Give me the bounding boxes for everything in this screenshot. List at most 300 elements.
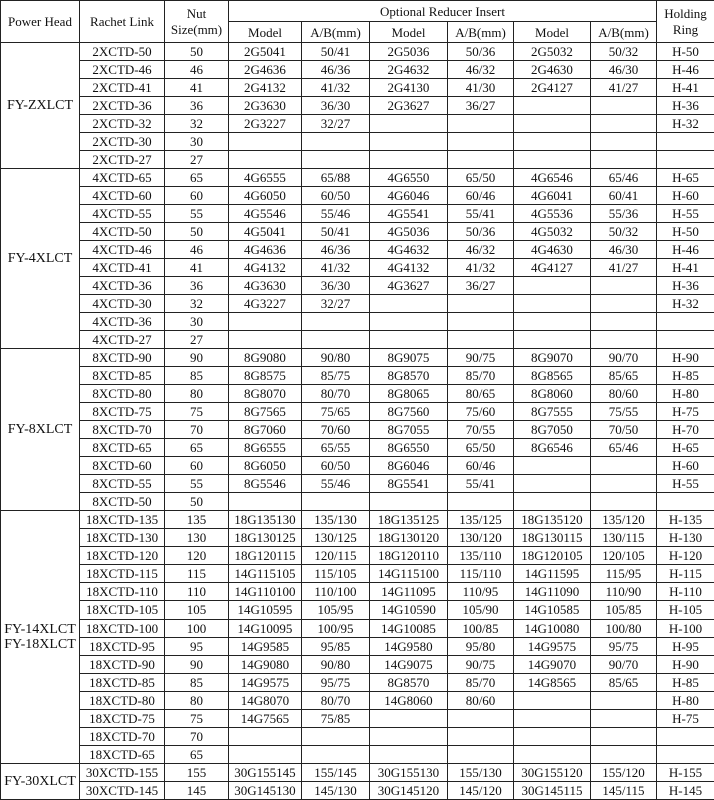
ab-1-cell: 90/80 — [302, 349, 370, 367]
model-1-cell: 30G155145 — [229, 763, 302, 781]
model-3-cell: 18G135120 — [514, 511, 591, 529]
model-2-cell — [370, 745, 448, 763]
ab-3-cell — [591, 493, 657, 511]
header-optional-reducer-insert: Optional Reducer Insert — [229, 1, 657, 22]
model-2-cell — [370, 151, 448, 169]
model-3-cell: 4G6546 — [514, 169, 591, 187]
table-row — [1, 619, 714, 637]
model-1-cell: 14G10095 — [229, 619, 302, 637]
model-1-cell: 14G9575 — [229, 673, 302, 691]
holding-ring-cell: H-50 — [657, 223, 714, 241]
nut-size-cell: 130 — [165, 529, 229, 547]
ab-2-cell: 85/70 — [448, 673, 514, 691]
nut-size-cell: 30 — [165, 133, 229, 151]
ab-3-cell — [591, 691, 657, 709]
model-3-cell: 14G8565 — [514, 673, 591, 691]
model-1-cell: 30G145130 — [229, 781, 302, 799]
ab-2-cell: 55/41 — [448, 475, 514, 493]
table-row — [1, 763, 714, 781]
rachet-link-cell: 18XCTD-130 — [80, 529, 165, 547]
model-1-cell — [229, 331, 302, 349]
ab-2-cell: 95/80 — [448, 637, 514, 655]
ab-3-cell: 105/85 — [591, 601, 657, 619]
table-row — [1, 331, 714, 349]
model-1-cell — [229, 727, 302, 745]
ab-2-cell: 90/75 — [448, 349, 514, 367]
table-row — [1, 43, 714, 61]
ab-2-cell: 135/110 — [448, 547, 514, 565]
model-2-cell: 8G6550 — [370, 439, 448, 457]
nut-size-cell: 145 — [165, 781, 229, 799]
ab-2-cell: 41/32 — [448, 259, 514, 277]
table-row — [1, 637, 714, 655]
model-1-cell: 2G4636 — [229, 61, 302, 79]
rachet-link-cell: 18XCTD-90 — [80, 655, 165, 673]
table-row — [1, 601, 714, 619]
rachet-link-cell: 30XCTD-155 — [80, 763, 165, 781]
header-model-2: Model — [370, 22, 448, 43]
holding-ring-cell — [657, 151, 714, 169]
nut-size-cell: 65 — [165, 169, 229, 187]
table-row — [1, 115, 714, 133]
table-row — [1, 511, 714, 529]
rachet-link-cell: 4XCTD-36 — [80, 313, 165, 331]
header-nut-size-line1: Nut — [186, 5, 207, 21]
holding-ring-cell: H-105 — [657, 601, 714, 619]
ab-2-cell — [448, 709, 514, 727]
ab-1-cell: 120/115 — [302, 547, 370, 565]
ab-2-cell: 155/130 — [448, 763, 514, 781]
rachet-link-cell: 18XCTD-80 — [80, 691, 165, 709]
model-1-cell — [229, 133, 302, 151]
model-2-cell: 8G6046 — [370, 457, 448, 475]
nut-size-cell: 55 — [165, 475, 229, 493]
nut-size-cell: 50 — [165, 43, 229, 61]
model-2-cell: 18G135125 — [370, 511, 448, 529]
table-row — [1, 205, 714, 223]
ab-1-cell: 75/65 — [302, 403, 370, 421]
ab-1-cell: 80/70 — [302, 385, 370, 403]
model-3-cell: 2G4630 — [514, 61, 591, 79]
model-3-cell — [514, 133, 591, 151]
nut-size-cell: 85 — [165, 367, 229, 385]
ab-2-cell — [448, 493, 514, 511]
header-ab-1: A/B(mm) — [302, 22, 370, 43]
rachet-link-cell: 8XCTD-70 — [80, 421, 165, 439]
rachet-link-cell: 18XCTD-95 — [80, 637, 165, 655]
rachet-link-cell: 4XCTD-55 — [80, 205, 165, 223]
rachet-link-cell: 2XCTD-30 — [80, 133, 165, 151]
holding-ring-cell — [657, 133, 714, 151]
nut-size-cell: 50 — [165, 493, 229, 511]
model-1-cell: 2G5041 — [229, 43, 302, 61]
holding-ring-cell: H-95 — [657, 637, 714, 655]
ab-3-cell: 95/75 — [591, 637, 657, 655]
table-row — [1, 439, 714, 457]
model-3-cell: 14G10080 — [514, 619, 591, 637]
table-row — [1, 349, 714, 367]
table-row — [1, 547, 714, 565]
model-2-cell: 4G5541 — [370, 205, 448, 223]
nut-size-cell: 46 — [165, 241, 229, 259]
model-1-cell: 18G120115 — [229, 547, 302, 565]
model-2-cell: 8G7560 — [370, 403, 448, 421]
model-1-cell: 4G4636 — [229, 241, 302, 259]
nut-size-cell: 90 — [165, 349, 229, 367]
model-2-cell — [370, 313, 448, 331]
ab-3-cell: 130/115 — [591, 529, 657, 547]
table-body — [1, 43, 714, 800]
table-row — [1, 475, 714, 493]
holding-ring-cell: H-60 — [657, 457, 714, 475]
model-1-cell: 4G6050 — [229, 187, 302, 205]
holding-ring-cell: H-85 — [657, 367, 714, 385]
model-3-cell: 8G9070 — [514, 349, 591, 367]
table-row — [1, 313, 714, 331]
holding-ring-cell: H-80 — [657, 691, 714, 709]
rachet-link-cell: 4XCTD-27 — [80, 331, 165, 349]
model-1-cell: 8G6555 — [229, 439, 302, 457]
rachet-link-cell: 8XCTD-75 — [80, 403, 165, 421]
ab-3-cell: 46/30 — [591, 61, 657, 79]
model-3-cell: 14G11090 — [514, 583, 591, 601]
table-row — [1, 259, 714, 277]
model-2-cell: 8G8065 — [370, 385, 448, 403]
ab-3-cell: 85/65 — [591, 673, 657, 691]
model-3-cell: 4G4127 — [514, 259, 591, 277]
ab-2-cell: 50/36 — [448, 43, 514, 61]
model-1-cell — [229, 313, 302, 331]
ab-3-cell: 70/50 — [591, 421, 657, 439]
header-nut-size-line2: Size(mm) — [170, 21, 223, 37]
rachet-link-cell: 4XCTD-30 — [80, 295, 165, 313]
model-3-cell: 14G9575 — [514, 637, 591, 655]
model-3-cell — [514, 493, 591, 511]
model-3-cell — [514, 745, 591, 763]
ab-3-cell: 100/80 — [591, 619, 657, 637]
ab-3-cell: 85/65 — [591, 367, 657, 385]
model-3-cell — [514, 691, 591, 709]
table-row — [1, 151, 714, 169]
nut-size-cell: 65 — [165, 745, 229, 763]
rachet-link-cell: 2XCTD-41 — [80, 79, 165, 97]
rachet-link-cell: 4XCTD-60 — [80, 187, 165, 205]
ab-3-cell — [591, 475, 657, 493]
ab-3-cell: 65/46 — [591, 169, 657, 187]
nut-size-cell: 36 — [165, 277, 229, 295]
model-1-cell: 14G110100 — [229, 583, 302, 601]
model-2-cell: 30G145120 — [370, 781, 448, 799]
model-2-cell — [370, 115, 448, 133]
ab-2-cell: 41/30 — [448, 79, 514, 97]
model-3-cell: 8G7050 — [514, 421, 591, 439]
holding-ring-cell: H-90 — [657, 349, 714, 367]
ab-3-cell: 115/95 — [591, 565, 657, 583]
ab-1-cell: 110/100 — [302, 583, 370, 601]
ab-3-cell: 80/60 — [591, 385, 657, 403]
ab-2-cell: 70/55 — [448, 421, 514, 439]
model-2-cell: 8G8570 — [370, 673, 448, 691]
ab-2-cell: 80/60 — [448, 691, 514, 709]
table-row — [1, 277, 714, 295]
rachet-link-cell: 18XCTD-100 — [80, 619, 165, 637]
nut-size-cell: 100 — [165, 619, 229, 637]
holding-ring-cell: H-120 — [657, 547, 714, 565]
nut-size-cell: 27 — [165, 331, 229, 349]
model-2-cell: 4G3627 — [370, 277, 448, 295]
ab-2-cell: 65/50 — [448, 439, 514, 457]
ab-2-cell: 110/95 — [448, 583, 514, 601]
model-3-cell: 4G5032 — [514, 223, 591, 241]
ab-1-cell: 46/36 — [302, 61, 370, 79]
ab-2-cell — [448, 151, 514, 169]
ab-1-cell — [302, 331, 370, 349]
table-row — [1, 187, 714, 205]
ab-1-cell — [302, 313, 370, 331]
nut-size-cell: 70 — [165, 421, 229, 439]
model-2-cell: 2G5036 — [370, 43, 448, 61]
model-2-cell: 4G4132 — [370, 259, 448, 277]
model-2-cell — [370, 295, 448, 313]
model-2-cell: 14G8060 — [370, 691, 448, 709]
model-2-cell: 14G115100 — [370, 565, 448, 583]
model-2-cell: 8G5541 — [370, 475, 448, 493]
model-2-cell: 18G130120 — [370, 529, 448, 547]
model-2-cell: 2G4130 — [370, 79, 448, 97]
ab-3-cell — [591, 295, 657, 313]
ab-2-cell — [448, 331, 514, 349]
model-1-cell: 4G5546 — [229, 205, 302, 223]
ab-3-cell: 55/36 — [591, 205, 657, 223]
ab-2-cell — [448, 727, 514, 745]
ab-3-cell: 75/55 — [591, 403, 657, 421]
header-model-3: Model — [514, 22, 591, 43]
holding-ring-cell: H-70 — [657, 421, 714, 439]
ab-3-cell — [591, 313, 657, 331]
ab-3-cell: 90/70 — [591, 349, 657, 367]
model-1-cell: 14G10595 — [229, 601, 302, 619]
ab-1-cell: 50/41 — [302, 223, 370, 241]
ab-1-cell: 115/105 — [302, 565, 370, 583]
table-row — [1, 691, 714, 709]
ab-2-cell: 46/32 — [448, 241, 514, 259]
nut-size-cell: 95 — [165, 637, 229, 655]
nut-size-cell: 65 — [165, 439, 229, 457]
ab-2-cell: 46/32 — [448, 61, 514, 79]
model-3-cell: 2G4127 — [514, 79, 591, 97]
nut-size-cell: 36 — [165, 97, 229, 115]
model-3-cell — [514, 457, 591, 475]
nut-size-cell: 41 — [165, 259, 229, 277]
table-row — [1, 655, 714, 673]
holding-ring-cell: H-155 — [657, 763, 714, 781]
ab-2-cell: 100/85 — [448, 619, 514, 637]
model-1-cell: 4G3227 — [229, 295, 302, 313]
nut-size-cell: 50 — [165, 223, 229, 241]
nut-size-cell: 60 — [165, 457, 229, 475]
rachet-link-cell: 4XCTD-36 — [80, 277, 165, 295]
nut-size-cell: 80 — [165, 691, 229, 709]
model-2-cell — [370, 709, 448, 727]
model-2-cell: 14G9580 — [370, 637, 448, 655]
nut-size-cell: 41 — [165, 79, 229, 97]
model-3-cell — [514, 151, 591, 169]
model-2-cell — [370, 331, 448, 349]
holding-ring-cell — [657, 493, 714, 511]
table-row — [1, 385, 714, 403]
ab-1-cell: 65/55 — [302, 439, 370, 457]
nut-size-cell: 27 — [165, 151, 229, 169]
model-3-cell — [514, 295, 591, 313]
model-1-cell: 8G9080 — [229, 349, 302, 367]
nut-size-cell: 30 — [165, 313, 229, 331]
nut-size-cell: 70 — [165, 727, 229, 745]
power-head-label: FY-8XLCT — [7, 422, 73, 438]
header-nut-size — [165, 1, 229, 43]
holding-ring-cell: H-135 — [657, 511, 714, 529]
ab-1-cell: 90/80 — [302, 655, 370, 673]
rachet-link-cell: 2XCTD-27 — [80, 151, 165, 169]
holding-ring-cell: H-41 — [657, 259, 714, 277]
table-row — [1, 745, 714, 763]
model-1-cell: 14G9080 — [229, 655, 302, 673]
ab-3-cell: 145/115 — [591, 781, 657, 799]
table-row — [1, 97, 714, 115]
ab-2-cell: 130/120 — [448, 529, 514, 547]
table-row — [1, 403, 714, 421]
holding-ring-cell: H-80 — [657, 385, 714, 403]
model-1-cell — [229, 151, 302, 169]
ab-3-cell: 60/41 — [591, 187, 657, 205]
ab-1-cell: 41/32 — [302, 259, 370, 277]
nut-size-cell: 155 — [165, 763, 229, 781]
ab-2-cell: 135/125 — [448, 511, 514, 529]
model-3-cell: 30G155120 — [514, 763, 591, 781]
holding-ring-cell: H-100 — [657, 619, 714, 637]
nut-size-cell: 60 — [165, 187, 229, 205]
model-1-cell: 18G135130 — [229, 511, 302, 529]
ab-3-cell: 50/32 — [591, 223, 657, 241]
rachet-link-cell: 8XCTD-85 — [80, 367, 165, 385]
holding-ring-cell: H-36 — [657, 277, 714, 295]
rachet-link-cell: 2XCTD-46 — [80, 61, 165, 79]
model-3-cell: 4G5536 — [514, 205, 591, 223]
ab-1-cell: 60/50 — [302, 187, 370, 205]
model-1-cell: 2G4132 — [229, 79, 302, 97]
model-3-cell: 8G8565 — [514, 367, 591, 385]
ab-2-cell — [448, 295, 514, 313]
ab-1-cell — [302, 151, 370, 169]
holding-ring-cell: H-60 — [657, 187, 714, 205]
ab-2-cell: 36/27 — [448, 97, 514, 115]
model-3-cell: 8G6546 — [514, 439, 591, 457]
rachet-link-cell: 4XCTD-41 — [80, 259, 165, 277]
power-head-cell — [1, 43, 80, 169]
nut-size-cell: 120 — [165, 547, 229, 565]
model-3-cell — [514, 313, 591, 331]
ab-3-cell — [591, 277, 657, 295]
model-1-cell: 14G9585 — [229, 637, 302, 655]
power-head-label: FY-14XLCT — [4, 622, 76, 638]
model-3-cell: 8G8060 — [514, 385, 591, 403]
holding-ring-cell: H-145 — [657, 781, 714, 799]
ab-3-cell — [591, 151, 657, 169]
ab-1-cell: 36/30 — [302, 277, 370, 295]
model-2-cell: 2G3627 — [370, 97, 448, 115]
model-3-cell: 30G145115 — [514, 781, 591, 799]
model-3-cell — [514, 331, 591, 349]
model-1-cell: 4G4132 — [229, 259, 302, 277]
power-head-label: FY-30XLCT — [4, 773, 76, 789]
ab-2-cell: 60/46 — [448, 457, 514, 475]
model-2-cell: 30G155130 — [370, 763, 448, 781]
holding-ring-cell: H-65 — [657, 439, 714, 457]
nut-size-cell: 75 — [165, 403, 229, 421]
model-1-cell — [229, 745, 302, 763]
power-head-label: FY-ZXLCT — [6, 98, 74, 114]
model-2-cell: 8G8570 — [370, 367, 448, 385]
ab-1-cell: 46/36 — [302, 241, 370, 259]
header-holding-ring — [657, 1, 714, 43]
ab-2-cell: 60/46 — [448, 187, 514, 205]
model-3-cell: 2G5032 — [514, 43, 591, 61]
ab-3-cell: 41/27 — [591, 79, 657, 97]
model-1-cell: 2G3227 — [229, 115, 302, 133]
ab-1-cell: 32/27 — [302, 295, 370, 313]
rachet-link-cell: 8XCTD-65 — [80, 439, 165, 457]
ab-2-cell — [448, 745, 514, 763]
ab-1-cell: 32/27 — [302, 115, 370, 133]
model-3-cell — [514, 115, 591, 133]
table-row — [1, 457, 714, 475]
holding-ring-cell: H-65 — [657, 169, 714, 187]
model-1-cell: 4G5041 — [229, 223, 302, 241]
ab-2-cell: 90/75 — [448, 655, 514, 673]
ab-1-cell: 135/130 — [302, 511, 370, 529]
model-3-cell: 8G7555 — [514, 403, 591, 421]
rachet-link-cell: 8XCTD-55 — [80, 475, 165, 493]
model-3-cell — [514, 709, 591, 727]
model-1-cell: 14G115105 — [229, 565, 302, 583]
ab-1-cell: 100/95 — [302, 619, 370, 637]
header-ab-3: A/B(mm) — [591, 22, 657, 43]
ab-3-cell: 41/27 — [591, 259, 657, 277]
holding-ring-cell: H-55 — [657, 205, 714, 223]
model-3-cell: 4G6041 — [514, 187, 591, 205]
ab-1-cell: 145/130 — [302, 781, 370, 799]
ab-2-cell — [448, 133, 514, 151]
holding-ring-cell: H-36 — [657, 97, 714, 115]
holding-ring-cell: H-55 — [657, 475, 714, 493]
model-3-cell — [514, 277, 591, 295]
model-1-cell: 8G8070 — [229, 385, 302, 403]
power-head-cell — [1, 169, 80, 349]
table-row — [1, 367, 714, 385]
holding-ring-cell: H-90 — [657, 655, 714, 673]
holding-ring-cell — [657, 331, 714, 349]
model-3-cell: 14G10585 — [514, 601, 591, 619]
rachet-link-cell: 18XCTD-75 — [80, 709, 165, 727]
ab-1-cell: 95/85 — [302, 637, 370, 655]
rachet-link-cell: 18XCTD-120 — [80, 547, 165, 565]
model-1-cell: 8G7565 — [229, 403, 302, 421]
model-2-cell: 14G10590 — [370, 601, 448, 619]
holding-ring-cell: H-50 — [657, 43, 714, 61]
ab-1-cell: 65/88 — [302, 169, 370, 187]
table-row — [1, 493, 714, 511]
holding-ring-cell: H-41 — [657, 79, 714, 97]
ab-3-cell: 46/30 — [591, 241, 657, 259]
